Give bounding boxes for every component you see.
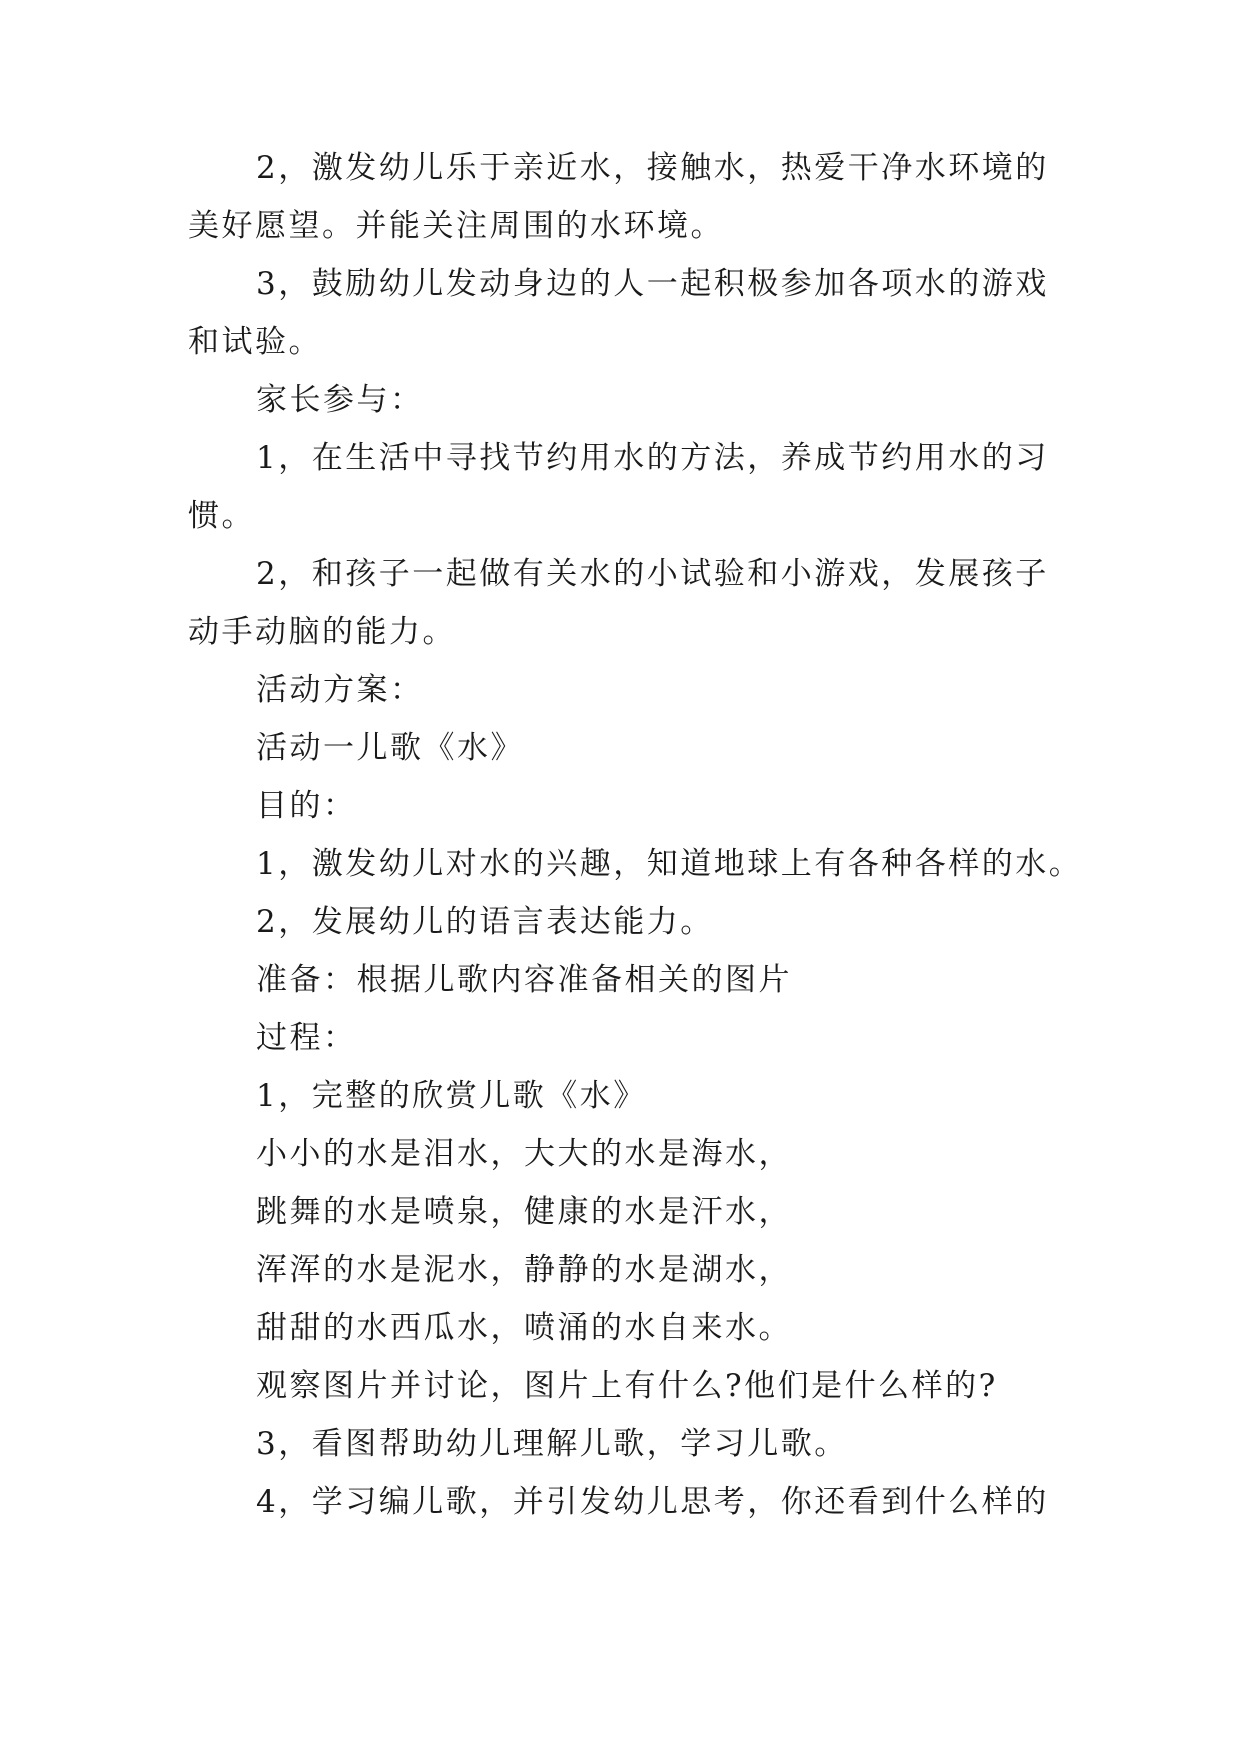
text-line: 3，鼓励幼儿发动身边的人一起积极参加各项水的游戏 [256,266,1049,302]
text-line: 准备：根据儿歌内容准备相关的图片 [256,962,792,998]
text-line: 家长参与： [256,382,424,418]
text-line: 2，激发幼儿乐于亲近水，接触水，热爱干净水环境的 [256,150,1049,186]
text-line: 过程： [256,1020,357,1056]
text-line: 目的： [256,788,357,824]
text-line: 1，完整的欣赏儿歌《水》 [256,1078,647,1114]
text-line: 2，发展幼儿的语言表达能力。 [256,904,714,940]
text-line: 跳舞的水是喷泉，健康的水是汗水， [256,1194,792,1230]
text-line: 惯。 [188,498,255,534]
text-line: 小小的水是泪水，大大的水是海水， [256,1136,792,1172]
text-line: 动手动脑的能力。 [188,614,456,650]
text-line: 美好愿望。并能关注周围的水环境。 [188,208,724,244]
text-line: 活动方案： [256,672,424,708]
text-line: 2，和孩子一起做有关水的小试验和小游戏，发展孩子 [256,556,1049,592]
text-line: 甜甜的水西瓜水，喷涌的水自来水。 [256,1310,792,1346]
text-line: 1，在生活中寻找节约用水的方法，养成节约用水的习 [256,440,1049,476]
text-line: 和试验。 [188,324,322,360]
text-line: 3，看图帮助幼儿理解儿歌，学习儿歌。 [256,1426,848,1462]
text-line: 浑浑的水是泥水，静静的水是湖水， [256,1252,792,1288]
text-line: 4，学习编儿歌，并引发幼儿思考，你还看到什么样的 [256,1484,1049,1520]
text-line: 活动一儿歌《水》 [256,730,524,766]
text-line: 1，激发幼儿对水的兴趣，知道地球上有各种各样的水。 [256,846,1083,882]
text-line: 观察图片并讨论，图片上有什么?他们是什么样的? [256,1368,998,1404]
